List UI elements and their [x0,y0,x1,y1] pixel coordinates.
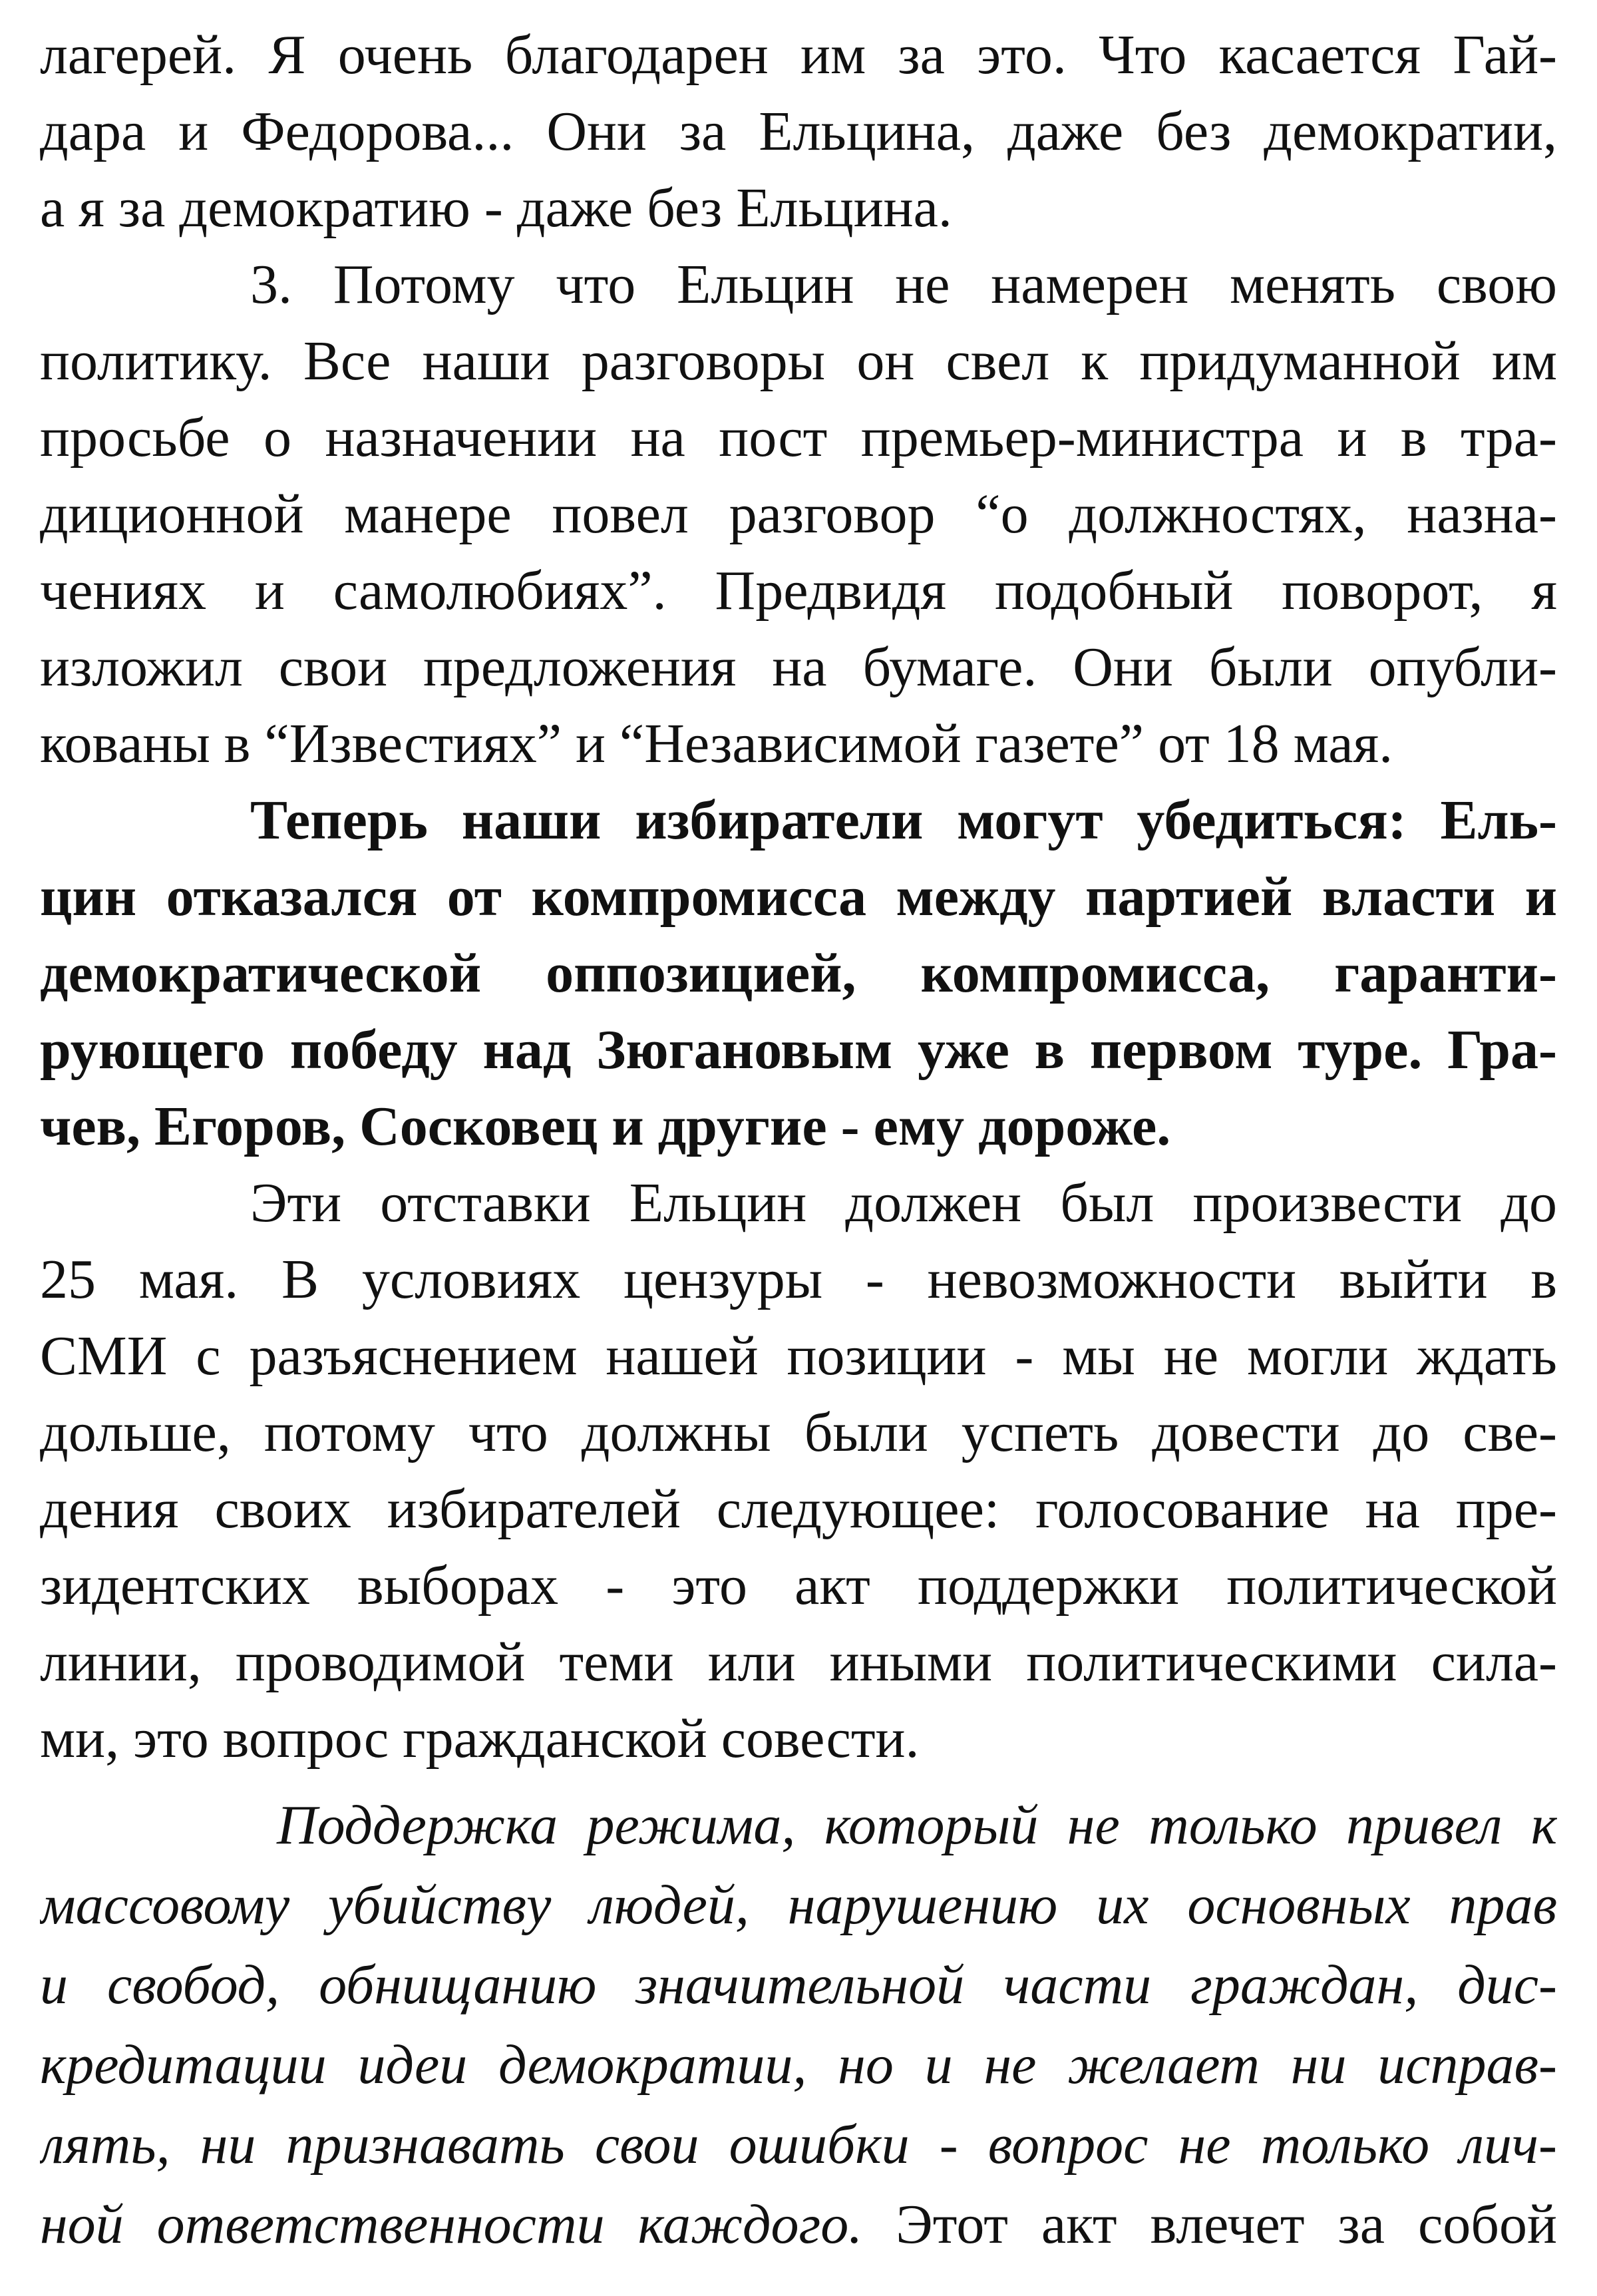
text-line-4: 3. Потому что Ельцин не намерен менять свою [250,254,1557,315]
bold-line-5: чев, Егоров, Сосковец и другие - ему дороже. [40,1095,1171,1157]
italic-line-3: и свобод, обнищанию значительной части граждан, дис- [40,1954,1557,2016]
text-line-7: диционной манере повел разговор “о должностях, назна- [40,483,1557,545]
bold-line-3: демократической оппозицией, компромисса, гаранти- [40,942,1557,1004]
text-line-6: просьбе о назначении на пост премьер-министра и в тра- [40,407,1557,469]
italic-line-6-italic-part: ной ответственности каждого. [40,2194,863,2255]
italic-line-4: кредитации идеи демократии, но и не желает ни исправ- [40,2034,1557,2096]
text-line-8: чениях и самолюбиях”. Предвидя подобный поворот, я [40,560,1557,622]
italic-line-6 [40,2188,1557,2261]
text-line-18: ми, это вопрос гражданской совести. [40,1708,920,1770]
text-line-11: Эти отставки Ельцин должен был произвести до [250,1172,1557,1234]
text-line-17: линии, проводимой теми или иными политическими сила- [40,1631,1557,1693]
italic-line-2: массовому убийству людей, нарушению их основных прав [40,1874,1557,1936]
text-line-15: дения своих избирателей следующее: голосование на пре- [40,1478,1557,1540]
text-line-2: дара и Федорова... Они за Ельцина, даже без демократии, [40,100,1557,162]
text-line-13: СМИ с разъяснением нашей позиции - мы не могли ждать [40,1325,1557,1387]
text-line-5: политику. Все наши разговоры он свел к придуманной им [40,330,1557,392]
italic-line-5: лять, ни признавать свои ошибки - вопрос не только лич- [40,2114,1557,2176]
bold-line-4: рующего победу над Зюгановым уже в первом туре. Гра- [40,1019,1557,1081]
text-line-12: 25 мая. В условиях цензуры - невозможности выйти в [40,1248,1557,1310]
bold-line-1: Теперь наши избиратели могут убедиться: Ель- [250,789,1557,851]
text-line-16: зидентских выборах - это акт поддержки политической [40,1555,1557,1617]
italic-line-1: Поддержка режима, который не только привел к [277,1794,1557,1856]
text-line-14: дольше, потому что должны были успеть довести до све- [40,1402,1557,1463]
text-line-3: а я за демократию - даже без Ельцина. [40,177,952,239]
text-line-10: кованы в “Известиях” и “Независимой газете” от 18 мая. [40,713,1393,775]
italic-line-6-normal-part: Этот акт влечет за собой [862,2194,1557,2255]
bold-line-2: цин отказался от компромисса между партией власти и [40,866,1557,928]
text-line-9: изложил свои предложения на бумаге. Они были опубли- [40,636,1557,698]
text-line-1: лагерей. Я очень благодарен им за это. Что касается Гай- [40,24,1557,86]
